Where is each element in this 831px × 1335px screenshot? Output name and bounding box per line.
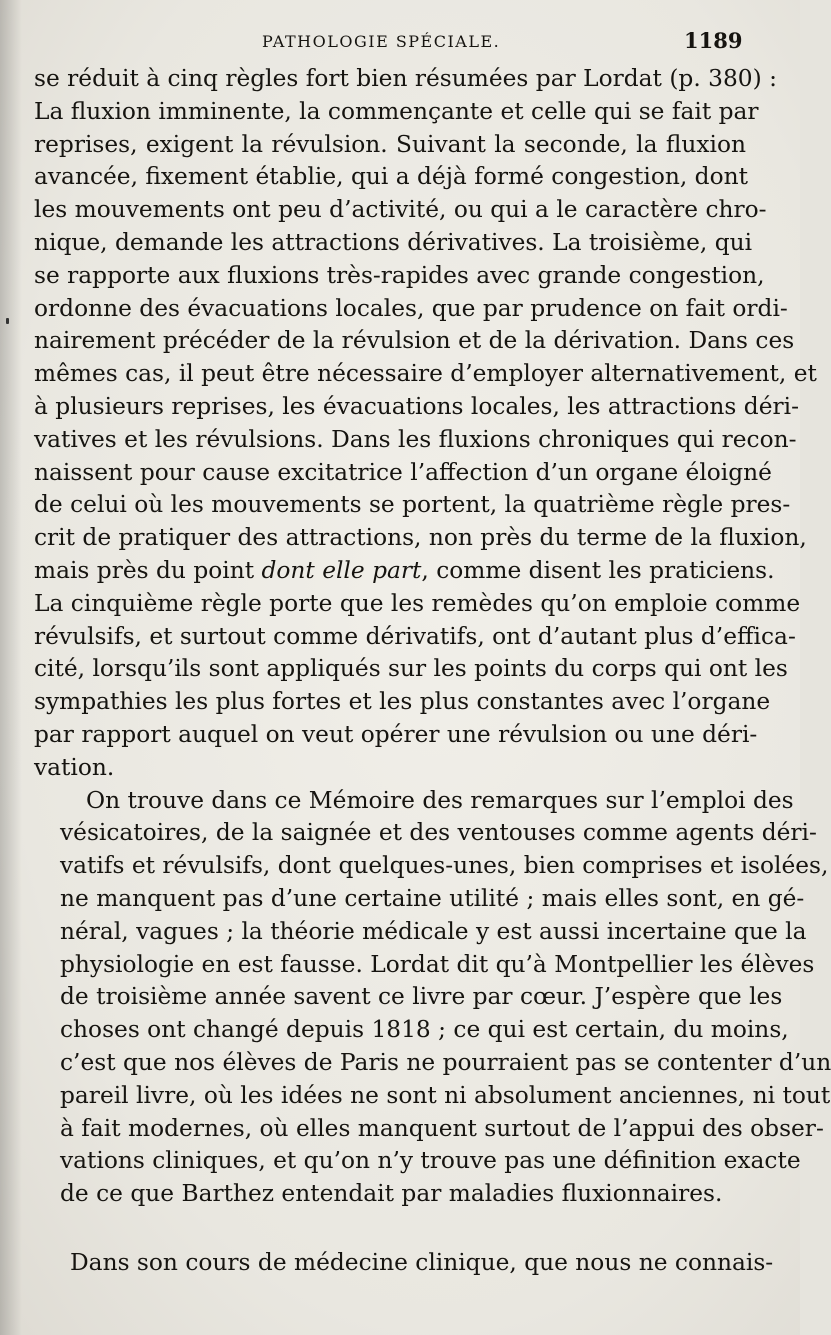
- text-line: cité, lorsqu’ils sont appliqués sur les points du corps qui ont les: [34, 655, 788, 683]
- paragraph-1: [34, 63, 817, 785]
- text-line: se réduit à cinq règles fort bien résumées par Lordat (p. 380) :: [34, 65, 777, 92]
- text-line: à fait modernes, où elles manquent surtout de l’appui des obser-: [60, 1114, 824, 1142]
- text-line: de ce que Barthez entendait par maladies fluxionnaires.: [60, 1180, 723, 1208]
- text-line: nairement précéder de la révulsion et de la dérivation. Dans ces: [34, 327, 795, 355]
- text-line: sympathies les plus fortes et les plus constantes avec l’organe: [34, 688, 771, 716]
- text-line: c’est que nos élèves de Paris ne pourraient pas se contenter d’un: [60, 1048, 831, 1076]
- text-line: vation.: [34, 753, 115, 781]
- page-header: [0, 28, 800, 58]
- text-line: mêmes cas, il peut être nécessaire d’employer alternativement, et: [34, 360, 817, 388]
- text-line: naissent pour cause excitatrice l’affection d’un organe éloigné: [34, 458, 772, 486]
- text-line: On trouve dans ce Mémoire des remarques sur l’emploi des: [86, 786, 794, 814]
- paragraph-3-first-line: Dans son cours de médecine clinique, que nous ne connais-: [70, 1249, 774, 1276]
- text-line: choses ont changé depuis 1818 ; ce qui est certain, du moins,: [60, 1016, 789, 1044]
- text-line: avancée, fixement établie, qui a déjà formé congestion, dont: [34, 163, 748, 191]
- text-line: se rapporte aux fluxions très-rapides avec grande congestion,: [34, 261, 765, 289]
- text-line: vésicatoires, de la saignée et des ventouses comme agents déri-: [60, 819, 817, 847]
- text-line: les mouvements ont peu d’activité, ou qui a le caractère chro-: [34, 196, 767, 224]
- text-segment: , comme disent les praticiens.: [421, 556, 775, 584]
- text-line: La cinquième règle porte que les remèdes qu’on emploie comme: [34, 589, 801, 617]
- text-line: reprises, exigent la révulsion. Suivant la seconde, la fluxion: [34, 130, 746, 158]
- text-line: physiologie en est fausse. Lordat dit qu’à Montpellier les élèves: [60, 950, 815, 978]
- text-segment: mais près du point: [34, 556, 262, 584]
- text-line: crit de pratiquer des attractions, non près du terme de la fluxion,: [34, 524, 807, 552]
- text-line: révulsifs, et surtout comme dérivatifs, ont d’autant plus d’effica-: [34, 622, 796, 650]
- text-line: pareil livre, où les idées ne sont ni absolument anciennes, ni tout: [60, 1081, 831, 1109]
- text-line: de celui où les mouvements se portent, la quatrième règle pres-: [34, 491, 791, 519]
- page-number: 1189: [684, 28, 743, 53]
- text-line: par rapport auquel on veut opérer une révulsion ou une déri-: [34, 720, 758, 748]
- text-line: nique, demande les attractions dérivatives. La troisième, qui: [34, 228, 753, 256]
- text-line: La fluxion imminente, la commençante et celle qui se fait par: [34, 97, 759, 125]
- text-line: vations cliniques, et qu’on n’y trouve pas une définition exacte: [60, 1147, 801, 1175]
- text-line: ordonne des évacuations locales, que par prudence on fait ordi-: [34, 294, 788, 322]
- running-head: PATHOLOGIE SPÉCIALE.: [262, 32, 501, 51]
- text-line: à plusieurs reprises, les évacuations locales, les attractions déri-: [34, 392, 799, 420]
- text-line-with-italic: [34, 555, 775, 588]
- text-line: vatifs et révulsifs, dont quelques-unes, bien comprises et isolées,: [60, 852, 829, 880]
- text-line: vatives et les révulsions. Dans les fluxions chroniques qui recon-: [34, 425, 797, 453]
- body-text: [34, 63, 831, 1211]
- paragraph-2: [34, 785, 831, 1211]
- text-line: de troisième année savent ce livre par cœur. J’espère que les: [60, 983, 783, 1011]
- margin-mark: [6, 318, 9, 324]
- text-line: néral, vagues ; la théorie médicale y est aussi incertaine que la: [60, 917, 807, 945]
- text-line: ne manquent pas d’une certaine utilité ; mais elles sont, en gé-: [60, 884, 805, 912]
- italic-phrase: dont elle part: [261, 556, 422, 584]
- gutter-shadow: [0, 0, 22, 1335]
